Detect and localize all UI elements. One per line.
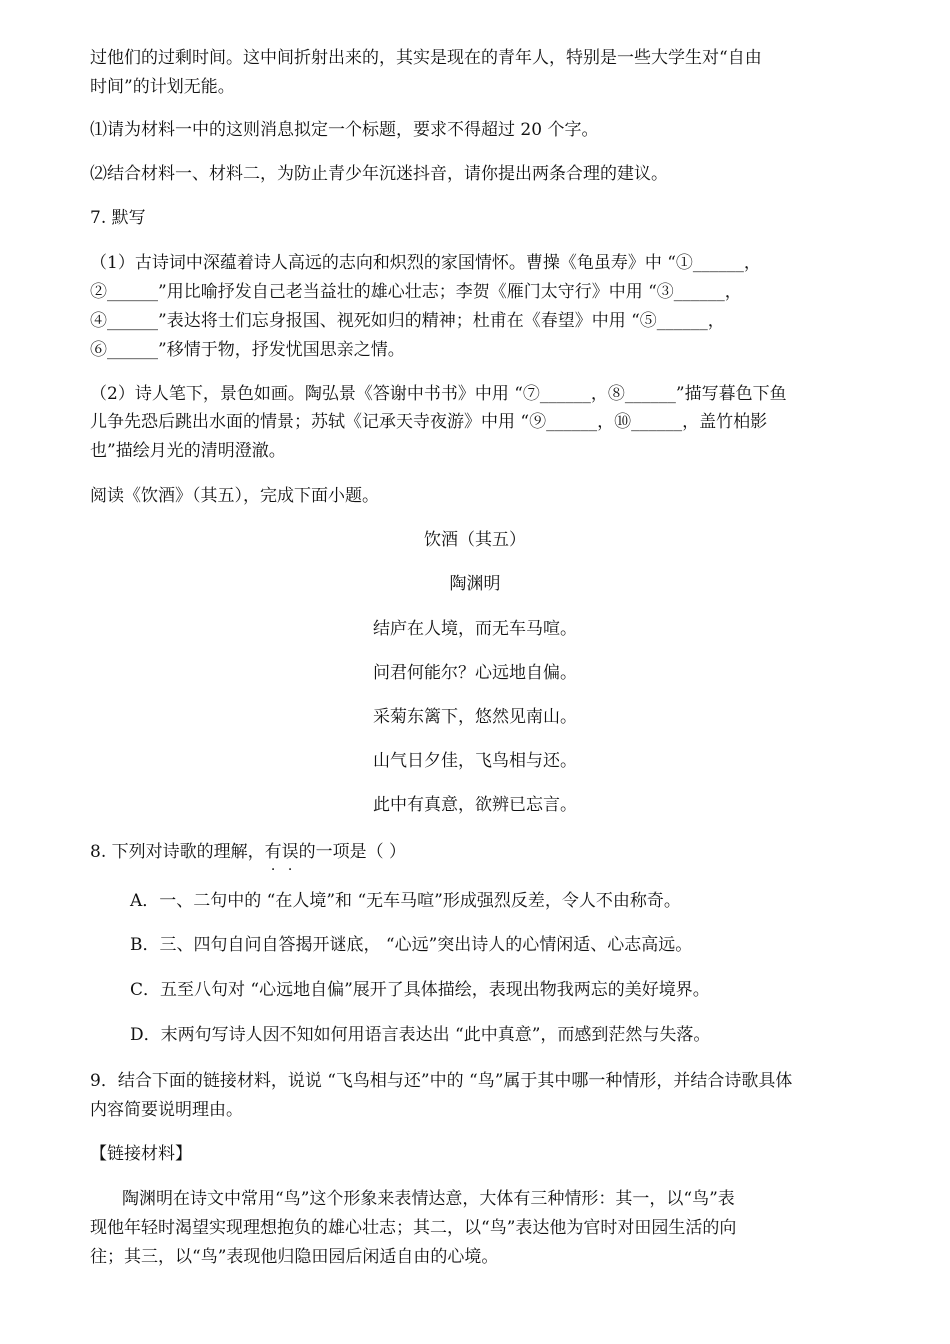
question-7-title: 7. 默写 <box>90 208 146 228</box>
question-7-part-1-line-4: ⑥______”移情于物，抒发忧国思亲之情。 <box>90 340 405 360</box>
link-material-line-1: 陶渊明在诗文中常用“鸟”这个形象来表情达意，大体有三种情形：其一，以“鸟”表 <box>122 1189 735 1209</box>
question-8-stem-before: 8. 下列对诗歌的理解， <box>90 842 265 862</box>
intro-line-2: 时间”的计划无能。 <box>90 77 235 97</box>
emphasis-dot-char-2: 误 <box>281 842 299 862</box>
question-8-option-b: B．三、四句自问自答揭开谜底， “心远”突出诗人的心情闲适、心志高远。 <box>130 935 693 955</box>
question-6-sub-1: ⑴请为材料一中的这则消息拟定一个标题，要求不得超过 20 个字。 <box>90 120 599 140</box>
poem-line-5: 此中有真意，欲辨已忘言。 <box>373 795 577 815</box>
poem-line-4: 山气日夕佳，飞鸟相与还。 <box>373 751 577 771</box>
question-8-stem <box>90 838 870 866</box>
poem-title: 饮酒（其五） <box>424 530 526 550</box>
emphasis-dot-char-1: 有 <box>264 842 282 862</box>
question-7-part-2-line-1: （2）诗人笔下，景色如画。陶弘景《答谢中书书》中用 “⑦______，⑧______”描写暮色下鱼 <box>90 384 787 404</box>
question-7-part-1-line-3: ④______”表达将士们忘身报国、视死如归的精神；杜甫在《春望》中用 “⑤______， <box>90 311 725 331</box>
question-6-sub-2: ⑵结合材料一、材料二，为防止青少年沉迷抖音，请你提出两条合理的建议。 <box>90 164 668 184</box>
question-7-part-2-line-2: 儿争先恐后跳出水面的情景；苏轼《记承天寺夜游》中用 “⑨______，⑩______，盖竹柏影 <box>90 412 768 432</box>
question-8-stem-after: 的一项是（ ） <box>298 842 407 862</box>
question-7-part-1-line-1: （1）古诗词中深蕴着诗人高远的志向和炽烈的家国情怀。曹操《龟虽寿》中 “①______， <box>90 253 761 273</box>
poem-author: 陶渊明 <box>449 574 501 594</box>
poem-line-3: 采菊东篱下，悠然见南山。 <box>373 707 577 727</box>
question-7-part-2-line-3: 也”描绘月光的清明澄澈。 <box>90 441 286 461</box>
question-7-part-1-line-2: ②______”用比喻抒发自己老当益壮的雄心壮志；李贺《雁门太守行》中用 “③______， <box>90 282 742 302</box>
question-8-option-d: D．末两句写诗人因不知如何用语言表达出 “此中真意”，而感到茫然与失落。 <box>130 1025 711 1045</box>
poem-line-2: 问君何能尔？心远地自偏。 <box>373 663 577 683</box>
intro-line-1: 过他们的过剩时间。这中间折射出来的，其实是现在的青年人，特别是一些大学生对“自由 <box>90 48 762 68</box>
poem-line-1: 结庐在人境，而无车马喧。 <box>373 619 577 639</box>
link-material-title: 【链接材料】 <box>90 1144 192 1164</box>
reading-prompt: 阅读《饮酒》（其五），完成下面小题。 <box>90 486 379 506</box>
question-9-line-1: 9．结合下面的链接材料，说说 “飞鸟相与还”中的 “鸟”属于其中哪一种情形，并结合诗歌具体 <box>90 1071 793 1091</box>
link-material-line-2: 现他年轻时渴望实现理想抱负的雄心壮志；其二，以“鸟”表达他为官时对田园生活的向 <box>90 1218 737 1238</box>
question-8-option-a: A．一、二句中的 “在人境”和 “无车马喧”形成强烈反差，令人不由称奇。 <box>130 891 681 911</box>
link-material-line-3: 往；其三，以“鸟”表现他归隐田园后闲适自由的心境。 <box>90 1247 499 1267</box>
question-8-option-c: C．五至八句对 “心远地自偏”展开了具体描绘，表现出物我两忘的美好境界。 <box>130 980 710 1000</box>
question-9-line-2: 内容简要说明理由。 <box>90 1100 243 1120</box>
